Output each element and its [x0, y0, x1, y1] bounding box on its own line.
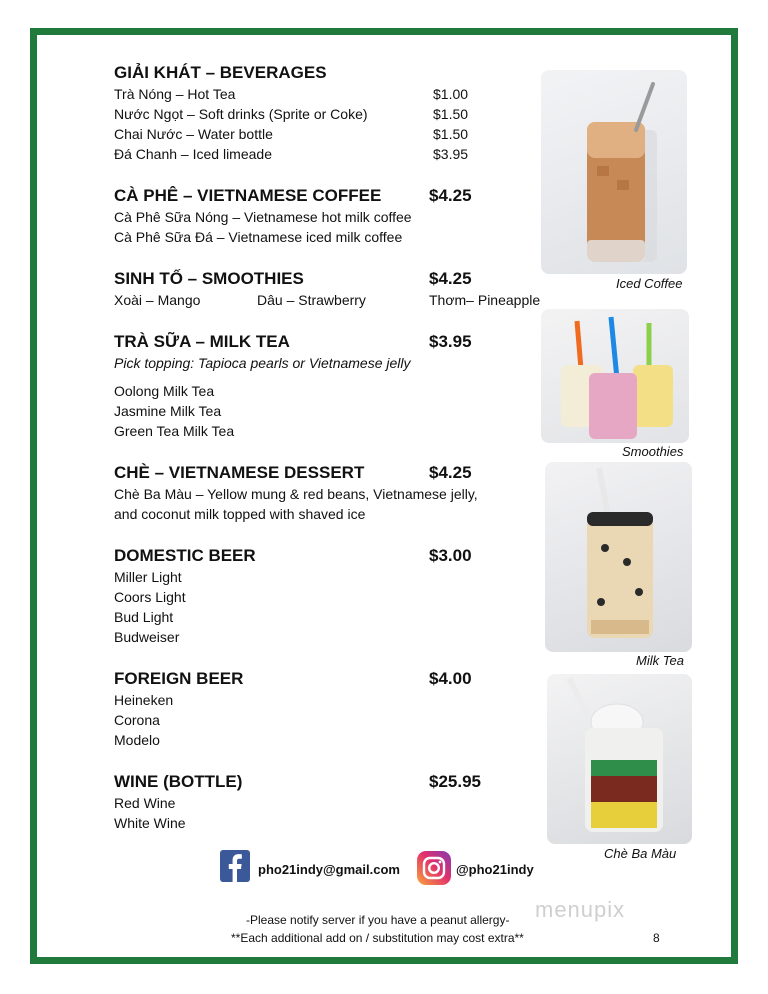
substitution-note: **Each additional add on / substitution may cost extra**	[231, 931, 524, 945]
dessert-title: CHÈ – VIETNAMESE DESSERT	[114, 463, 365, 482]
menu-item: Xoài – Mango	[114, 292, 201, 308]
milk-tea-photo	[545, 462, 692, 652]
watermark: menupix	[535, 897, 626, 922]
menu-item-price: $1.50	[433, 106, 469, 122]
menu-item: Nước Ngọt – Soft drinks (Sprite or Coke)	[114, 106, 368, 122]
menu-item: Heineken	[114, 692, 174, 708]
menu-item: Dâu – Strawberry	[257, 292, 366, 308]
foreign-beer-price: $4.00	[429, 669, 472, 688]
domestic-beer-price: $3.00	[429, 546, 472, 565]
menu-item: Modelo	[114, 732, 160, 748]
dessert-description: and coconut milk topped with shaved ice	[114, 506, 366, 522]
dessert-description: Chè Ba Màu – Yellow mung & red beans, Vietnamese jelly,	[114, 486, 478, 502]
menu-item: White Wine	[114, 815, 186, 831]
menu-item: Đá Chanh – Iced limeade	[114, 146, 272, 162]
milk-tea-price: $3.95	[429, 332, 472, 351]
menu-item: Trà Nóng – Hot Tea	[114, 86, 236, 102]
menu-item: Miller Light	[114, 569, 182, 585]
iced-coffee-photo	[541, 70, 687, 274]
menu-item-price: $1.50	[433, 126, 469, 142]
milk-tea-caption: Milk Tea	[636, 653, 684, 668]
che-ba-mau-caption: Chè Ba Màu	[604, 846, 677, 861]
menu-item: Budweiser	[114, 629, 180, 645]
foreign-beer-title: FOREIGN BEER	[114, 669, 244, 688]
menu-item: Cà Phê Sữa Đá – Vietnamese iced milk coffee	[114, 229, 403, 245]
menu-item: Corona	[114, 712, 160, 728]
menu-item: Jasmine Milk Tea	[114, 403, 222, 419]
menu-item: Thơm– Pineapple	[429, 292, 541, 308]
domestic-beer-title: DOMESTIC BEER	[114, 546, 256, 565]
menu-item-price: $1.00	[433, 86, 469, 102]
wine-title: WINE (BOTTLE)	[114, 772, 243, 791]
menu-item: Oolong Milk Tea	[114, 383, 215, 399]
wine-price: $25.95	[429, 772, 481, 791]
beverages-title: GIẢI KHÁT – BEVERAGES	[114, 63, 327, 82]
instagram-icon[interactable]	[417, 851, 451, 885]
dessert-price: $4.25	[429, 463, 472, 482]
email-address[interactable]: pho21indy@gmail.com	[258, 862, 400, 877]
facebook-icon[interactable]	[220, 850, 250, 882]
page-number: 8	[653, 931, 660, 945]
smoothies-price: $4.25	[429, 269, 472, 288]
instagram-handle[interactable]: @pho21indy	[456, 862, 534, 877]
smoothies-title: SINH TỐ – SMOOTHIES	[114, 269, 304, 288]
menu-item: Green Tea Milk Tea	[114, 423, 235, 439]
iced-coffee-caption: Iced Coffee	[616, 276, 683, 291]
smoothies-caption: Smoothies	[622, 444, 684, 459]
smoothies-photo	[541, 309, 689, 443]
topping-note: Pick topping: Tapioca pearls or Vietnamese jelly	[114, 355, 411, 371]
menu-item: Coors Light	[114, 589, 186, 605]
milk-tea-title: TRÀ SỮA – MILK TEA	[114, 332, 290, 351]
menu-item: Bud Light	[114, 609, 174, 625]
coffee-title: CÀ PHÊ – VIETNAMESE COFFEE	[114, 186, 382, 205]
che-ba-mau-photo	[547, 674, 692, 844]
menu-item: Cà Phê Sữa Nóng – Vietnamese hot milk coffee	[114, 209, 412, 225]
allergy-note: -Please notify server if you have a peanut allergy-	[246, 913, 510, 927]
menu-item: Chai Nước – Water bottle	[114, 126, 273, 142]
coffee-price: $4.25	[429, 186, 472, 205]
menu-item: Red Wine	[114, 795, 176, 811]
menu-item-price: $3.95	[433, 146, 469, 162]
